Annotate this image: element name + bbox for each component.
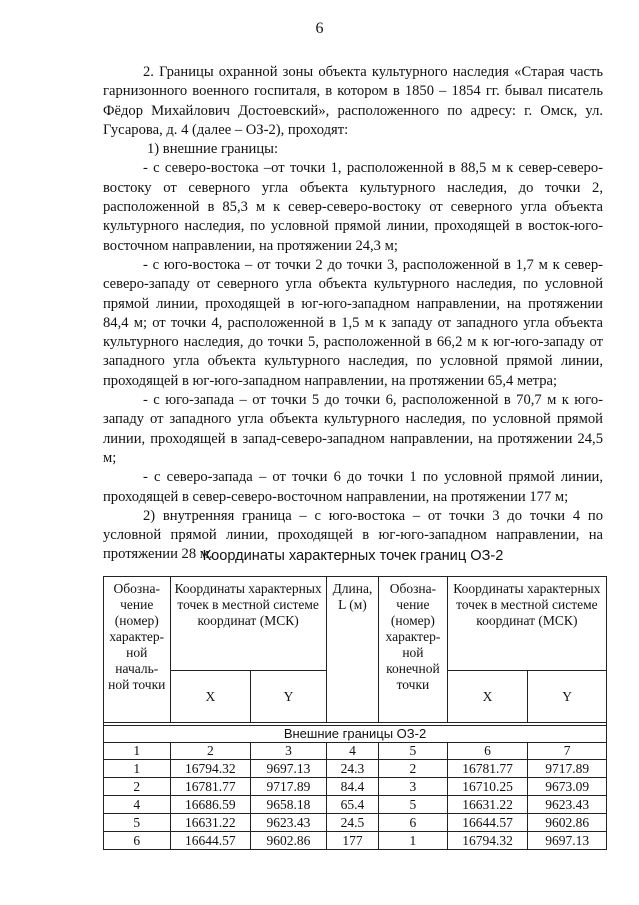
section-title: Внешние границы ОЗ-2 (104, 726, 607, 743)
table-cell: 24.3 (326, 760, 378, 778)
table-cell: 16631.22 (170, 814, 251, 832)
paragraph-inner-boundary: 2) внутренняя граница – с юго-востока – от точки 3 до точки 4 по условной прямой линии, проходящей в юг-юго-западном направлении, на протяжении 28 м. (103, 507, 603, 563)
table-cell: 9697.13 (528, 832, 607, 850)
table-cell: 24.5 (326, 814, 378, 832)
document-body (103, 63, 603, 565)
header-coordinates-end: Координаты характерных точек в местной системе координат (МСК) (447, 577, 606, 671)
table-cell: 16781.77 (447, 760, 528, 778)
table-cell: 2 (379, 760, 448, 778)
paragraph-outer-boundaries: 1) внешние границы: (147, 141, 279, 158)
header-x-start: X (170, 671, 251, 723)
header-length: Длина, L (м) (326, 577, 378, 723)
table-cell: 4 (104, 796, 171, 814)
table-row (104, 832, 607, 850)
paragraph-southeast: - с юго-востока – от точки 2 до точки 3, расположенной в 1,7 м к север-северо-западу от северного угла объекта культурного наследия, по условной прямой линии, проходящей в юг-юго-западном направлении, на протяжении 84,4 м; от точки 4, расположенной в 1,5 м к западу от западного угла объекта культурного наследия, до точки 5, расположенной в 66,2 м к юг-юго-западу от западного угла объекта культурного наследия, по условной прямой линии, проходящей в юг-юго-западном направлении, на протяжении 65,4 метра; (103, 256, 603, 389)
header-coordinates-start: Координаты характерных точек в местной системе координат (МСК) (170, 577, 326, 671)
header-x-end: X (447, 671, 528, 723)
table-row (104, 796, 607, 814)
column-number: 6 (447, 743, 528, 760)
table-cell: 9673.09 (528, 778, 607, 796)
table-cell: 1 (104, 760, 171, 778)
table-cell: 16781.77 (170, 778, 251, 796)
table-cell: 5 (379, 796, 448, 814)
header-end-point: Обозна-чение (номер) характер-ной конечной точки (379, 577, 448, 723)
table-cell: 3 (379, 778, 448, 796)
column-number: 1 (104, 743, 171, 760)
table-cell: 16631.22 (447, 796, 528, 814)
column-number-row (104, 743, 607, 760)
table-cell: 16644.57 (447, 814, 528, 832)
column-number: 3 (251, 743, 327, 760)
table-cell: 65.4 (326, 796, 378, 814)
table-cell: 84.4 (326, 778, 378, 796)
column-number: 2 (170, 743, 251, 760)
table-cell: 9602.86 (251, 832, 327, 850)
table-cell: 16686.59 (170, 796, 251, 814)
column-number: 7 (528, 743, 607, 760)
table-cell: 16644.57 (170, 832, 251, 850)
header-start-point: Обозна-чение (номер) характер-ной началь-ной точки (104, 577, 171, 723)
table-cell: 16794.32 (447, 832, 528, 850)
table-cell: 9717.89 (528, 760, 607, 778)
table-cell: 5 (104, 814, 171, 832)
table-cell: 9658.18 (251, 796, 327, 814)
table-cell: 9717.89 (251, 778, 327, 796)
table-cell: 6 (104, 832, 171, 850)
table-cell: 1 (379, 832, 448, 850)
paragraph-northeast: - с северо-востока –от точки 1, расположенной в 88,5 м к север-северо-востоку от северного угла объекта культурного наследия, до точки 2, расположенной в 85,3 м к север-северо-востоку от северного угла объекта культурного наследия, по условной прямой линии, проходящей в восток-юго-восточном направлении, на протяжении 24,3 м; (103, 160, 603, 254)
paragraph-southwest: - с юго-запада – от точки 5 до точки 6, расположенной в 70,7 м к юго-западу от западного угла объекта культурного наследия, по условной прямой линии, проходящей в запад-северо-западном направлении, на протяжении 24,5 м; (103, 392, 603, 466)
page-number: 6 (315, 20, 324, 37)
column-number: 4 (326, 743, 378, 760)
table-row (104, 814, 607, 832)
header-y-end: Y (528, 671, 607, 723)
coordinates-table (103, 576, 607, 850)
table-cell: 9602.86 (528, 814, 607, 832)
header-y-start: Y (251, 671, 327, 723)
table-cell: 6 (379, 814, 448, 832)
table-row (104, 760, 607, 778)
paragraph-northwest: - с северо-запада – от точки 6 до точки 1 по условной прямой линии, проходящей в север-северо-восточном направлении, на протяжении 177 м; (103, 469, 603, 505)
table-cell: 9697.13 (251, 760, 327, 778)
table-cell: 16794.32 (170, 760, 251, 778)
table-cell: 177 (326, 832, 378, 850)
table-cell: 2 (104, 778, 171, 796)
table-cell: 9623.43 (251, 814, 327, 832)
table-cell: 9623.43 (528, 796, 607, 814)
table-row (104, 778, 607, 796)
table-caption: Координаты характерных точек границ ОЗ-2 (202, 548, 504, 564)
paragraph-zone-boundaries: 2. Границы охранной зоны объекта культурного наследия «Старая часть гарнизонного военного госпиталя, в котором в 1850 – 1854 гг. бывал писатель Фёдор Михайлович Достоевский», расположенного по адресу: г. Омск, ул. Гусарова, д. 4 (далее – ОЗ-2), проходят: (103, 64, 603, 138)
column-number: 5 (379, 743, 448, 760)
table-cell: 16710.25 (447, 778, 528, 796)
